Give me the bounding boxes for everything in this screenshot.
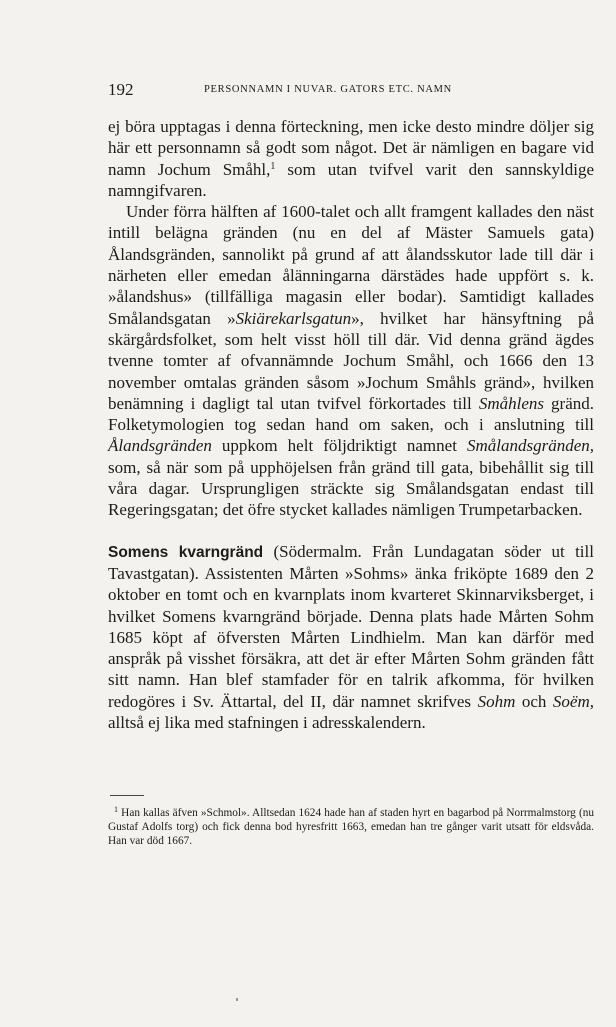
footnote-reference[interactable]: 1: [270, 160, 276, 172]
main-text: [108, 116, 594, 733]
running-title: PERSONNAMN I NUVAR. GATORS ETC. NAMN: [204, 84, 452, 95]
footnote-divider: [110, 795, 144, 796]
page-number: 192: [108, 80, 134, 99]
entry-somens-kvarngrand: Somens kvarngränd (Södermalm. Från Lundagatan söder ut till Tavastgatan). Assistenten Mårten »Sohms» änka friköpte 1689 den 2 oktober en tomt och en kvarnplats inom kvarteret Skinnarviksberget, i hvilket Somens kvarngränd började. Denna plats hade Mårten Sohm 1685 köpt af öfversten Mårten Lindhielm. Man kan därför med anspråk på visshet försäkra, att det är efter Mårten Sohm gränden fått sitt namn. Han blef stamfader för en talrik afkomma, för hvilken redogöres i Sv. Ättartal, del II, där namnet skrifves Sohm och Soëm, alltså ej lika med stafningen i adresskalendern.: [108, 541, 594, 733]
paragraph-continuation: ej böra upptagas i denna förteckning, men icke desto mindre döljer sig här ett personnamn så godt som något. Det är nämligen en bagare vid namn Jochum Småhl,$^1$ som utan tvifvel varit den sannskyldige namngifvaren.: [108, 117, 594, 200]
paragraph-smalandsgatan: Under förra hälften af 1600-talet och allt framgent kallades den näst intill belägna gränden (nu en del af Mäster Samuels gata) Ålandsgränden, sannolikt på grund af att ålandsskutor lade till där i närheten eller emedan ålänningarna därstädes hade uppfört s. k. »ålandshus» (tillfälliga magasin eller bodar). Samtidigt kallades Smålandsgatan »Skiärekarlsgatun», hvilket har hänsyftning på skärgårdsfolket, som helt visst höll till där. Vid denna gränd ägdes tvenne tomter af ofvannämnde Jochum Småhl, och 1666 den 13 november omtalas gränden såsom »Jochum Småhls gränd», hvilken benämning i dagligt tal utan tvifvel förkortades till Småhlens gränd. Folketymologien tog sedan hand om saken, och i anslutning till Ålandsgränden uppkom helt följdriktigt namnet Smålandsgränden, som, så när som på upphöjelsen från gränd till gata, bibehållit sig till våra dagar. Ursprungligen sträckte sig Smålandsgatan endast till Regeringsgatan; det öfre stycket kallades nämligen Trumpetarbacken.: [108, 202, 594, 520]
footnote-mark: 1: [114, 805, 118, 814]
print-speck: [236, 998, 238, 1001]
entry-headword: Somens kvarngränd: [108, 543, 264, 561]
page-header: [108, 80, 594, 100]
footnote: $^1$ Han kallas äfven »Schmol». Alltsedan 1624 hade han af staden hyrt en bagarbod på Norrmalmstorg (nu Gustaf Adolfs torg) och fick denna bod hyresfritt 1663, emedan han tre gånger varit utsatt för eldsvåda. Han var död 1667.: [108, 805, 594, 847]
